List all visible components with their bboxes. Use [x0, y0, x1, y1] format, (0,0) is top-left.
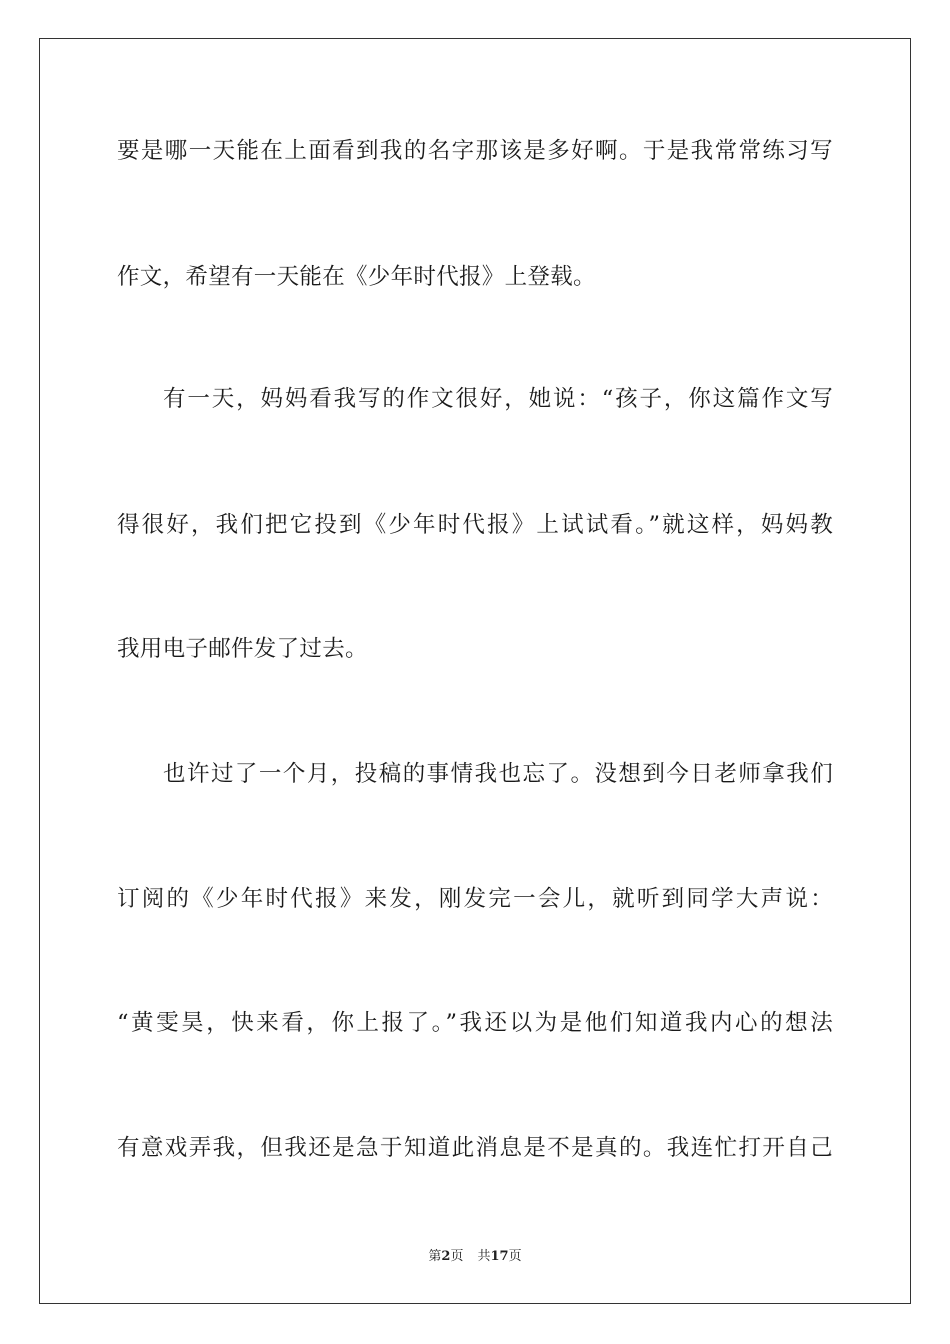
total-pages: 17 [490, 1249, 509, 1264]
page-footer [0, 1248, 950, 1266]
text-line-2: 作文，希望有一天能在《少年时代报》上登载。 [117, 264, 596, 290]
text-line-7: 订阅的《少年时代报》来发，刚发完一会儿，就听到同学大声说： [117, 886, 833, 912]
text-line-4: 得很好，我们把它投到《少年时代报》上试试看。”就这样，妈妈教 [117, 512, 833, 538]
page-border [39, 38, 911, 1304]
page-prefix: 第 [428, 1249, 442, 1264]
text-line-5: 我用电子邮件发了过去。 [117, 636, 368, 662]
total-suffix: 页 [508, 1249, 522, 1264]
text-line-8: “黄雯昊，快来看，你上报了。”我还以为是他们知道我内心的想法 [117, 1010, 833, 1036]
page-number: 2 [441, 1249, 451, 1264]
text-line-1: 要是哪一天能在上面看到我的名字那该是多好啊。于是我常常练习写 [117, 138, 833, 164]
text-line-9: 有意戏弄我，但我还是急于知道此消息是不是真的。我连忙打开自己 [117, 1135, 833, 1161]
paragraph-start-line-3: 有一天，妈妈看我写的作文很好，她说：“孩子，你这篇作文写 [163, 386, 833, 412]
total-prefix: 共 [477, 1249, 491, 1264]
page-suffix: 页 [450, 1249, 464, 1264]
paragraph-start-line-6: 也许过了一个月，投稿的事情我也忘了。没想到今日老师拿我们 [163, 761, 833, 787]
